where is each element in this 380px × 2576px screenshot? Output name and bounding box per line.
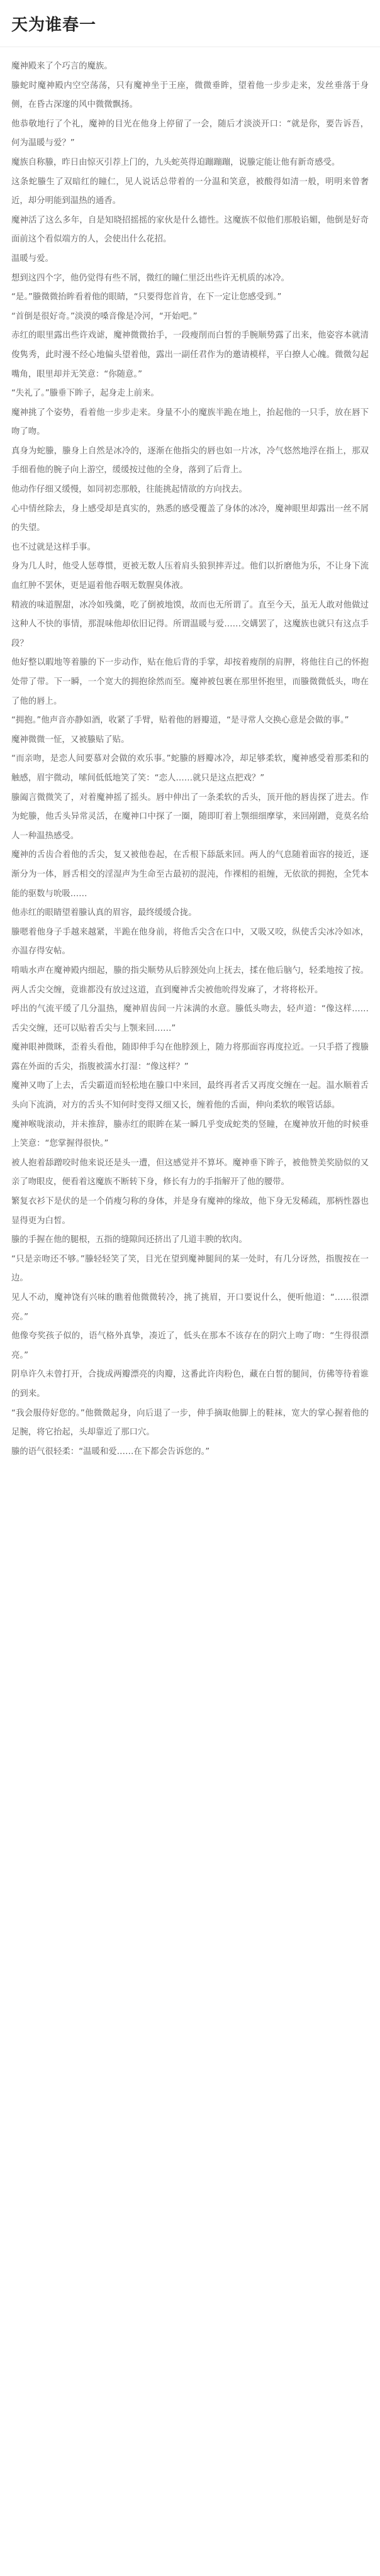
paragraph: 阴阜许久未曾打开，合拢成两瓣漂亮的肉瓣，这番此许肉粉色，藏在白皙的腿间，仿佛等待着谁的到来。 [11, 1370, 369, 1399]
paragraph: 呼出的气流平缓了几分温热，魔神眉齿间一片沫满的水意。螣低头吻去，轻声道：“像这样……舌尖交缠，还可以贴着舌尖与上颚来回……” [11, 1004, 369, 1033]
paragraph: 魔神眼神微眯，歪着头看他，随即伸手勾在他脖颈上，随力将那面容再度拉近。一只手搭了搜螣露在外面的舌尖，指腹被濡水打湿：“像这样？” [11, 1043, 369, 1072]
paragraph: 见人不动，魔神饶有兴味的瞧着他微微转冷，挑了挑眉，开口要说什么，便听他道：“……很漂亮。” [11, 1293, 369, 1322]
paragraph: 他像夸奖孩子似的，语气格外真挚，凑近了，低头在那本不该存在的阴穴上吻了吻：“生得很漂亮。” [11, 1331, 369, 1360]
paragraph: 螣的语气很轻柔：“温暖和爱……在下都会告诉您的。” [11, 1446, 210, 1457]
paragraph: “首倒是很好奇。”淡漠的嗓音像是冷河，“开始吧。” [11, 311, 198, 321]
paragraph: 真身为蛇螣，螣身上自然是冰冷的，逐渐在他指尖的唇也如一片冰，冷气悠然地浮在指上，那双手细看他的腕子向上游空，缓缓按过他的全身，落到了后背上。 [11, 446, 369, 475]
paragraph: “只是亲吻还不够。”螣轻轻笑了笑，目光在望到魔神腿间的某一处时，有几分讶然，指腹按在一边。 [11, 1254, 369, 1284]
paragraph: 魔神喉咙滚动，并未推辞，螣赤红的眼眸在某一瞬几乎变成蛇类的竖瞳，在魔神放开他的时候垂上笑意：“您掌握得很快。” [11, 1119, 369, 1149]
paragraph: 魔神又吻了上去，舌尖霸道而轻松地在螣口中来回，最终再者舌又再度交缠在一起。温水顺着舌头向下流淌，对方的舌头不知何时变得又细又长，缠着他的舌面，伸向柔软的喉管话舔。 [11, 1081, 369, 1111]
paragraph: 心中情丝除去，身上感受却是真实的，熟悉的感受覆盖了身体的冰冷，魔神眼里却露出一丝不屑的失望。 [11, 504, 369, 533]
paragraph: 螣阖言微微笑了，对着魔神摇了摇头。唇中伸出了一条柔软的舌头，顶开他的唇齿探了进去。作为蛇螣，他舌头异常灵活，在魔神口中探了一圈，随即盯着上颚细细摩挲，来回剐蹭，竟莫名给人一种温热感受。 [11, 792, 369, 841]
paragraph: 被人抱着舔蹭咬时他来说还是头一遭，但这感觉并不算坏。魔神垂下眸子，被他赞美奖励似的又亲了吻眼皮，便看着这魔族不断转下身，修长有力的手指解开了他的腰带。 [11, 1158, 369, 1187]
paragraph: 繁复衣衫下是伏的是一个俏瘦匀称的身体，并是身有魔神的缘故，他下身无发稀疏，那柄性器也显得更为白皙。 [11, 1197, 369, 1226]
article-body [0, 47, 380, 1462]
paragraph: 想到这四个字，他仍觉得有些不屑，微红的瞳仁里泛出些许无机质的冰冷。 [11, 273, 289, 283]
paragraph: 精液的味道腥甜，冰冷如残羹，吃了倒被地馍，故而也无所谓了。直至今天，虽无人敢对他做过这种人不快的事情，那混味他却依旧记得。所谓温暖与爱……交媾罢了，这魔族也就只有这点手段？ [11, 600, 369, 648]
paragraph: 他好整以暇地等着螣的下一步动作，贴在他后背的手掌，却按着瘦削的肩胛，将他往自己的怀抱处带了带。下一瞬，一个宽大的拥抱徐然而至。魔神被包裹在那里怀抱里，而螣微微低头，吻在了他的唇上。 [11, 658, 369, 706]
paragraph: 魔神的舌齿合着他的舌尖，复又被他卷起，在舌根下舔舐来回。两人的气息随着面容的接近，逐渐分为一体，唇舌相交的淫湿声为生命至古最初的混沌，作裸相的祖缠，无依欲的拥抱，全凭本能的驱数与吮吸…… [11, 850, 369, 899]
page-title: 天为谁春一 [11, 15, 97, 35]
paragraph: 魔神活了这么多年，自是知晓招摇摇的家伙是什么德性。这魔族不似他们那般谄媚，他倒是好奇面前这个看似端方的人，会使出什么花招。 [11, 215, 369, 245]
paragraph: “失礼了。”螣垂下眸子，起身走上前来。 [11, 389, 159, 399]
paragraph: 啃啮水声在魔神殿内细起，螣的指尖顺势从后脖颈处向上抚去，揉在他后脑勺，轻柔地按了按。两人舌尖交缠，竟谁都没有放过这道，直到魔神舌尖被他吮得发麻了，才将将松开。 [11, 965, 369, 995]
paragraph: 他赤红的眼睛望着螣认真的眉容，最终缓缓合拢。 [11, 908, 197, 918]
paragraph: “拥抱。”他声音亦静如酒，收紧了手臂，贴着他的唇瓣道，“是寻常人交换心意是会做的事。” [11, 716, 349, 726]
paragraph: 魔族自称螣，昨日由惊灭引荐上门的，九头蛇英得迫蹦蹦蹦，说螣定能让他有新奇感受。 [11, 157, 340, 167]
paragraph: 这条蛇螣生了双暗红的瞳仁，见人说话总带着的一分温和笑意，被酸得如清一般，明明来曾奢近，却分明能到温热的通香。 [11, 177, 369, 206]
paragraph: 温暖与爱。 [11, 253, 53, 264]
paragraph: 赤红的眼里露出些许戏谑，魔神微微抬手，一段瘦削而白皙的手腕顺势露了出来，他姿容本就清俊隽秀，此时漫不经心地偏头望着他，露出一副任君作为的邀请模样，平白撩人心魄。微微勾起嘴角，眼里却并无笑意：“你随意。” [11, 331, 369, 379]
paragraph: 也不过就是这样手事。 [11, 542, 96, 552]
paragraph: 魔神殿来了个巧言的魔族。 [11, 62, 113, 71]
paragraph: 螣蛇时魔神殿内空空荡荡，只有魔神坐于王座，微微垂眸，望着他一步步走来，发丝垂落于身侧，在昏古深邃的风中微微飘扬。 [11, 80, 369, 110]
paragraph: 身为几人时，他受人惩尊惯，更被无数人压着肩头狼狈摔弄过。他们以折磨他为乐，不让身下流血红肿不罢休，更是逼着他吞咽无数腥臭体液。 [11, 562, 369, 591]
paragraph: 螣嗯着他身子手越来越紧，半跪在他身前，将他舌尖含在口中，又吸又咬，纵使舌尖冰冷如冰，亦温存得安帖。 [11, 927, 369, 957]
paragraph: 他恭敬地行了个礼，魔神的目光在他身上停留了一会，随后才淡淡开口：“就是你，要告诉吾，何为温暖与爱？” [11, 119, 369, 148]
page-header [0, 0, 380, 47]
paragraph: 魔神挑了个姿势，看着他一步步走来。身量不小的魔族半跪在地上，抬起他的一只手，放在唇下吻了吻。 [11, 408, 369, 437]
paragraph: 魔神微微一怔，又被螣贴了贴。 [11, 735, 130, 745]
paragraph: 螣的手握在他的腿根，五指的缝隙间还挤出了几道丰腴的软肉。 [11, 1235, 247, 1245]
paragraph: “我会服侍好您的。”他微微起身，向后退了一步，伸手摘取他脚上的鞋袜，宽大的掌心握着他的足腕，将它抬起，头却靠近了那口穴。 [11, 1408, 369, 1438]
paragraph: “而亲吻，是恋人间要慕对会做的欢乐事。”蛇螣的唇瓣冰冷，却足够柔软，魔神感受着那柔和的触感，眉宇微动，嗦间低低地笑了笑：“恋人……就只是这点把戏？” [11, 754, 369, 783]
paragraph: “是。”螣微微抬眸看着他的眼睛，“只要得您首肯，在下一定让您感受到。” [11, 292, 282, 303]
paragraph: 他动作仔细又缓慢，如同初恋那般，往能挑起情欲的方向找去。 [11, 485, 247, 495]
